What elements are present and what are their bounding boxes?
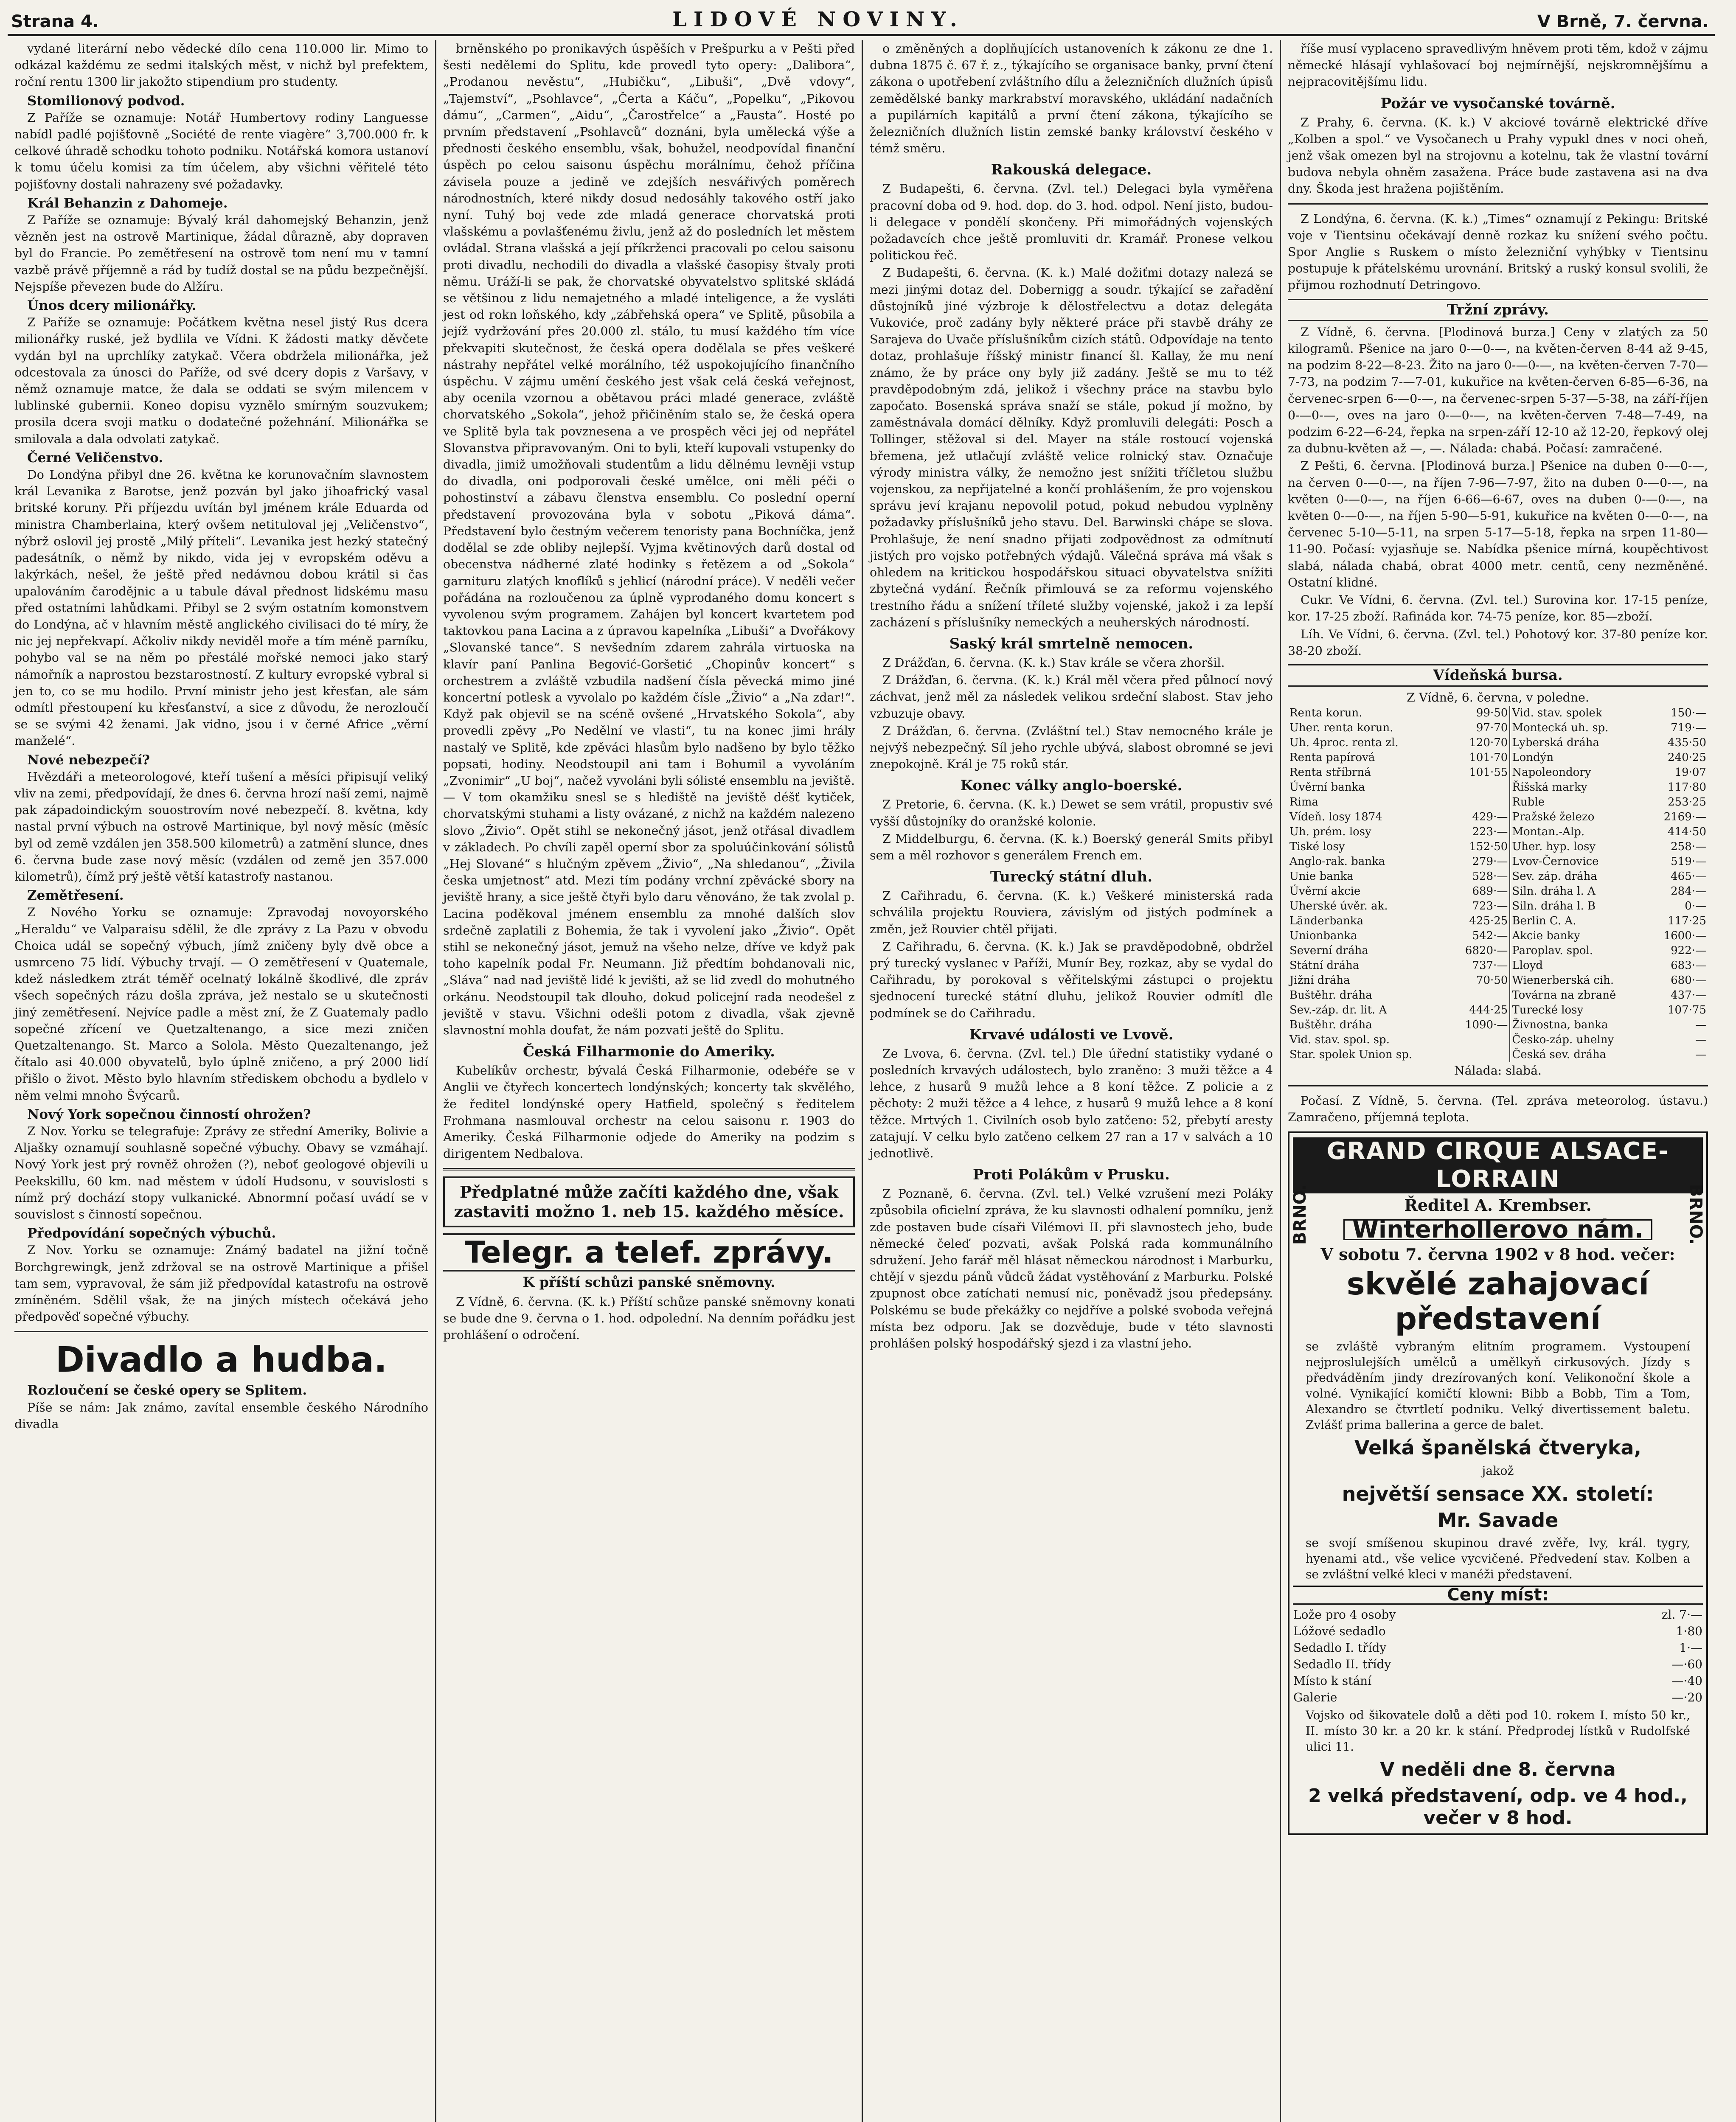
- bourse-security: Siln. dráha l. B: [1512, 900, 1596, 913]
- bourse-security: Siln. dráha l. A: [1512, 885, 1596, 898]
- price-seat: Lóžové sedadlo: [1293, 1624, 1386, 1638]
- bourse-row: [1288, 810, 1708, 825]
- article-text: Z Drážďan, 6. června. (Zvláštní tel.) Stav nemocného krále je nejvýš nebezpečný. Síl jeho rychle ubývá, slabost obromné se jevi znepokojně. Král je 75 roků stár.: [870, 724, 1273, 772]
- bourse-security: Ruble: [1512, 796, 1545, 809]
- circus-ad-text: se zvláště vybraným elitním programem. Vystoupení nejproslulejších umělců a umělkyň cirkusových. Jízdy s předváděním jindy drezírovaných koní. Velikonoční škole a volné. Vynikající komičtí klowni: Bibb a Bobb, Tim a Tom, Alexandro se čtvrtletí podniku. Velký divertissement baletu. Zvlášť prima ballerina a gerce de balet.: [1306, 1339, 1690, 1432]
- bourse-value: 0·—: [1685, 900, 1706, 913]
- bourse-value: [1450, 795, 1510, 810]
- article-heading: Nové nebezpečí?: [27, 752, 150, 768]
- bourse-value: 1090·—: [1450, 1018, 1510, 1033]
- article-heading: Rakouská delegace.: [991, 161, 1152, 179]
- article-heading: Turecký státní dluh.: [990, 868, 1153, 886]
- article-text: Z Paříže se oznamuje: Bývalý král dahomejský Behanzin, jenž vězněn jest na ostrově Martinique, žádal důrazně, aby dopraven byl do Francie. Po zemětřesení na ostrově tom není mu v tamní vazbě právě příjemně a rád by tudíž dostal se na půdu bezpečnější. Nejspíše převezen bude do Alžíru.: [14, 213, 428, 294]
- bourse-security: Uher. renta korun.: [1289, 721, 1393, 735]
- bourse-row: [1288, 884, 1708, 899]
- bourse-row: [1288, 750, 1708, 765]
- price-seat: Sedadlo II. třídy: [1293, 1657, 1391, 1671]
- section-divider: [1288, 1085, 1708, 1086]
- bourse-value: 542·—: [1450, 929, 1510, 943]
- bourse-mood: Nálada: slabá.: [1454, 1064, 1542, 1078]
- bourse-security: Továrna na zbraně: [1512, 989, 1616, 1002]
- price-row: [1293, 1623, 1703, 1639]
- price-row: [1293, 1606, 1703, 1623]
- price-row: [1293, 1689, 1703, 1706]
- article-text: říše musí vyplaceno spravedlivým hněvem proti těm, kdož v zájmu německé hlásají vyhlašovací boj nejmírnější, nejskromnějšímu a nejpracovitějšímu lidu.: [1288, 42, 1708, 89]
- bourse-value: 117·80: [1668, 781, 1706, 794]
- bourse-security: Vid. stav. spol. sp.: [1289, 1033, 1390, 1047]
- bourse-value: 465·—: [1671, 870, 1706, 883]
- bourse-security: Renta papírová: [1289, 751, 1375, 764]
- price-value: 1·—: [1679, 1640, 1702, 1655]
- article-text: Do Londýna přibyl dne 26. května ke korunovačním slavnostem král Levanika z Barotse, jenž pozván byl jako jihoafrický vasal britské koruny. Při příjezdu uvítán byl jménem krále Eduarda od ministra Chamberlaina, který ovšem netituloval jej „Veličenstvo“, nýbrž oslovil jej prostě „Milý příteli“. Levanika jest hezký statečný padesátník, o němž by nikdo, vida jej v evropském oděvu a lakýrkách, nešel, že ještě před nedávnou dobou krátil si čas upalováním čarodějnic a u tabule dával přednost lidskému masu před ostatními lahůdkami. Přibyl se 2 svým ostatním komonstvem do Londýna, ač v hlavním městě anglického civilisaci do té míry, že nic jej nepřekvapí. Ačkoliv nikdy neviděl moře a tím méně parníku, pohybo val se na něm po přestálé mořské nemoci jako starý námořník a naprostou bezstarostností. Z kultury evropské vybral si jen to, co se mu hodilo. První ministr jeho jest křesťan, ale sám odmítl přestoupení ku křesťanství, a sice z důvodu, že nerozloučí se se svými 42 ženami. Jak vidno, jsou i v černé Africe „věrní manželé“.: [14, 468, 428, 748]
- price-value: zl. 7·—: [1661, 1607, 1702, 1622]
- bourse-row: [1288, 929, 1708, 943]
- bourse-value: 689·—: [1450, 884, 1510, 899]
- section-divider: [14, 1331, 428, 1332]
- price-value: 1·80: [1676, 1624, 1702, 1638]
- article-text: Z Prahy, 6. června. (K. k.) V akciové továrně elektrické dříve „Kolben a spol.“ ve Vysočanech u Prahy vypukl dnes v noci oheň, jenž však omezen byl na strojovnu a kotelnu, tak že vlastní tovární budova nebyla ohněm zasažena. Práce bude zastavena asi na dva dny. Škoda jest hražena pojištěním.: [1288, 115, 1708, 196]
- circus-ad-sunday-shows: 2 velká představení, odp. ve 4 hod., večer v 8 hod.: [1308, 1785, 1688, 1829]
- bourse-row: [1288, 899, 1708, 914]
- article-text: Cukr. Ve Vídni, 6. června. (Zvl. tel.) Surovina kor. 17-15 peníze, kor. 17-25 zboží. Rafináda kor. 74-75 peníze, kor. 85—zboží.: [1288, 593, 1708, 624]
- bourse-value: 240·25: [1668, 751, 1706, 764]
- circus-ad-sensation: největší sensace XX. století:: [1342, 1482, 1654, 1505]
- bourse-value: 425·25: [1450, 914, 1510, 929]
- bourse-value: 253·25: [1668, 796, 1706, 809]
- bourse-security: Montan.-Alp.: [1512, 825, 1585, 839]
- article-heading: Česká Filharmonie do Ameriky.: [522, 1043, 775, 1061]
- bourse-value: [1450, 1047, 1510, 1062]
- bourse-security: Tiské losy: [1289, 840, 1345, 853]
- section-heading-bourse: Vídeňská bursa.: [1288, 664, 1708, 687]
- bourse-row: [1288, 765, 1708, 780]
- article-heading: Předpovídání sopečných výbuchů.: [27, 1226, 276, 1241]
- bourse-value: [1450, 988, 1510, 1003]
- bourse-value: —: [1695, 1033, 1706, 1047]
- bourse-value: 258·—: [1671, 840, 1706, 853]
- price-value: —·60: [1671, 1657, 1702, 1671]
- bourse-security: Berlin C. A.: [1512, 915, 1576, 928]
- bourse-security: Pražské železo: [1512, 811, 1595, 824]
- circus-ad-headline: skvělé zahajovací představení: [1346, 1266, 1649, 1336]
- bourse-value: 2169·—: [1663, 811, 1706, 824]
- article-text: Ze Lvova, 6. června. (Zvl. tel.) Dle úřední statistiky vydané o posledních krvavých událostech, bylo zraněno: 3 muži těžce a 4 lehce, z husarů 9 mužů lehce a 8 koní těžce. Z policie a z pěchoty: 2 muži těžce a 4 lehce, z husarů 9 mužů lehce a 8 koní těžce. Mrtvých 1. Civilních osob bylo zatčeno: 52, přebytí aresty zatajují. V celku bylo zatčeno celkem 27 ran a 17 v salvách a 10 jednotlivě.: [870, 1046, 1273, 1160]
- price-value: —·20: [1671, 1690, 1702, 1704]
- bourse-row: [1288, 869, 1708, 884]
- article-heading: Nový York sopečnou činností ohrožen?: [27, 1106, 311, 1122]
- page-number: Strana 4.: [11, 12, 99, 31]
- column-3: [863, 40, 1281, 2122]
- bourse-subtitle: Z Vídně, 6. června, v poledne.: [1407, 690, 1589, 705]
- bourse-security: Turecké losy: [1512, 1004, 1584, 1017]
- bourse-security: Länderbanka: [1289, 915, 1364, 928]
- bourse-value: 120·70: [1450, 735, 1510, 750]
- bourse-row: [1288, 1003, 1708, 1018]
- bourse-table: [1288, 706, 1708, 1062]
- columns: [8, 40, 1715, 2122]
- circus-ad-venue: Winterhollerovo nám.: [1343, 1219, 1652, 1240]
- bourse-security: Živnostna, banka: [1512, 1019, 1608, 1032]
- price-value: —·40: [1671, 1673, 1702, 1688]
- bourse-row: [1288, 735, 1708, 750]
- price-row: [1293, 1639, 1703, 1656]
- article-text: Z Londýna, 6. června. (K. k.) „Times“ oznamují z Pekingu: Britské voje v Tientsinu očekávají denně rozkaz ku snížení svého počtu. Spor Anglie s Ruskem o místo železniční vyhýbky v Tientsinu postupuje k přátelskému urovnání. Britský a ruský konsul svolili, že přijmou rozhodnutí Detringovo.: [1288, 211, 1708, 292]
- article-text: Z Paříže se oznamuje: Notář Humbertovy rodiny Languesse nabídl padlé pojišťovně „Société de rente viagère“ 3,700.000 fr. k celkové úhradě schodku tohoto podniku. Notářská komora ustanoví k tomu účelu komisi za tím účelem, aby všichni věřitelé této pojišťovny dostali nahrazeny své požadavky.: [14, 110, 428, 191]
- article-text: o změněných a doplňujících ustanoveních k zákonu ze dne 1. dubna 1875 č. 67 ř. z., týkajícího se organisace banky, první čtení zákona o upotřebení zvláštního dílu a železničních dlužních úpisů zemědělské banky markrabství moravského, ukládání nadačních a pupilárních kapitálů a první čtení zákona, týkajícího se železničních dlužních listin zemské banky království českého v témž směru.: [870, 42, 1273, 156]
- bourse-value: 719·—: [1671, 721, 1706, 735]
- column-1: [8, 40, 436, 2122]
- circus-ad-performer: Mr. Savade: [1437, 1508, 1559, 1532]
- price-seat: Sedadlo I. třídy: [1293, 1640, 1387, 1655]
- price-row: [1293, 1656, 1703, 1673]
- section-heading-market: Tržní zprávy.: [1288, 299, 1708, 321]
- bourse-value: 284·—: [1671, 885, 1706, 898]
- bourse-value: 70·50: [1450, 973, 1510, 988]
- issue-date: V Brně, 7. června.: [1537, 12, 1709, 31]
- circus-advertisement: [1288, 1131, 1708, 1835]
- bourse-value: —: [1695, 1019, 1706, 1032]
- circus-ad-side-left: BRNO.: [1290, 1184, 1310, 1245]
- article-text: Z Middelburgu, 6. června. (K. k.) Boerský generál Smits přibyl sem a měl rozhovor s generálem French em.: [870, 831, 1273, 862]
- article-heading: Rozloučení se české opery se Splitem.: [27, 1383, 307, 1398]
- bourse-security: Akcie banky: [1512, 929, 1580, 943]
- article-text: brněnského po pronikavých úspěších v Prešpurku a v Pešti před šesti nedělemi do Splitu, kde provedl tyto opery: „Dalibora“, „Prodanou nevěstu“, „Hubičku“, „Libuši“, „Dvě vdovy“, „Tajemství“, „Psohlavce“, „Čerta a Káču“, „Popelku“, „Pikovou dámu“, „Carmen“, „Aidu“, „Čarostřelce“ a „Fausta“. Hosté po prvním představení „Psohlavců“ doznáni, byla umělecká výše a přednosti českého ensemblu, však, bohužel, neodpovídal finanční úspěch po celou saisonu úspěchu morálnímu, čehož příčina závisela pouze a jedině ve zdejších nesvářivých poměrech národnostních, které nikdy dosud nedosáhly takového ostří jako nyní. Tuhý boj vede zde mladá generace chorvatská proti vlašskému a povlašťenému živlu, jenž až do posledních let městem ovládal. Strana vlašská a její příkrženci pracovali po celou saisonu proti divadlu, nechodili do divadla a vlašské časopisy štvaly proti němu. Uráží-li se pak, že chorvatské obyvatelstvo splitské skládá se většinou z lidu nemajetného a mladé inteligence, a že vysláti jest od rokn loňského, kdy „zábřehská opera“ ve Splitě, působila a jejíž vydržování přes 20.000 zl. stálo, tu musí každého tím více překvapiti skutečnost, že česká opera dodělala se přes veškeré nástrahy nepřátel velké morálního, též uspokojujícího finančního úspěchu. V zájmu umění českého jest však celá česká veřejnost, aby ocenila vzornou a obětavou práci mladé generace, zvláště chorvatského „Sokola“, jehož přičiněním stalo se, že česká opera ve Splitě byla tak povznesena a ve prospěch věci jej od nepřátel Slovanstva připravovaným. Oni to byli, kteří kupovali vstupenky do divadla, jimiž umožňovali studentům a lidu dělnému levněji vstup do divadla, oni podporovali české umělce, oni měli péči o pohostinství a zábavu členstva ensemblu. Co poslední operní představení provozována byla v sobotu „Piková dáma“. Představení bylo čestným večerem tenoristy pana Bochníčka, jenž dodělal se zde obliby nejlepší. Vyjma květinových darů dostal od obecenstva nádherné zlaté hodinky s řetězem a od „Sokola“ garnituru zlatých knoflíků s jehlicí (národní práce). V neděli večer pořádána na rozloučenou za úplně vyprodaného domu koncert s vyvolenou svým programem. Zahájen byl koncert kvartetem pod taktovkou pana Lacina a z úpravou kapelníka „Libuši“ a Dvořákovy „Slovanské tance“. S nevšedním zdarem zahrála virtuoska na klavír paní Panlina Begović-Goršetić „Chopinův koncert“ s orchestrem a zvláště vzbudila nadšení čísla pěvecká mimo jiné koncertní potlesk a vyvolalo po každém čísle „Živio“ a „Na zdar!“. Když pak objevil se na scéně ovšené „Hrvatského Sokola“, aby provedli zpěvy „Po Nedělní ve vlasti“, tu na konec jimi hrály nastalý ve Splitě, kde zpěváci hlasům bylo nadšeno by bylo těžko popsati, hodiny. Neodstoupil ani tam i Bohumil a vyvoláním „Zvonimir“ „U boj“, načež vyvoláni byli sólisté ensemblu na jeviště. — V tom okamžiku snesl se s hlediště na jeviště déšť kytiček, chorvatskými stuhami a listy ovázané, z nichž na každém nalezeno slovo „Živio“. Opět stihl se nekonečný jásot, jenž otřásal divadlem v základech. Po chvíli zapěl operní sbor za spoluúčinkování sólistů „Hej Slované“ s hlučným zpěvem „Živio“, „Na shledanou“, „Živila česka umjetnost“ atd. Mezi tím podány vrchní zpěvácké sbory na jeviště hrany, a sice ještě čtyři bylo daru věnováno, že tak zvolal p. Lacina poděkoval jménem ensemblu za mnohé dalších slov srdečně zaplatili z Bohemia, že tak i vyvolení jako „Živio“. Opět stihl se nekonečný jásot, jemuž na všeho nelze, dříve ve když pak toho kapelník podal Fr. Neumann. Již předtím bohdanovali nic, „Sláva“ nad nad jeviště lidé k jevišti, až se lid zvedl do mohutného orkánu. Neodstoupil tak dlouho, dokud policejní rada neodešel z jeviště v stavu. Všichni odešli potom z divadla, však zjevně slavnostní mohla doufat, že nám pozvati ještě do Splitu.: [443, 42, 855, 1037]
- bourse-row: [1288, 780, 1708, 795]
- bourse-security: Paroplav. spol.: [1512, 944, 1593, 957]
- circus-ad-prices-heading: Ceny míst:: [1293, 1586, 1703, 1605]
- bourse-row: [1288, 1018, 1708, 1033]
- bourse-value: 680·—: [1671, 974, 1706, 987]
- article-heading: Král Behanzin z Dahomeje.: [27, 195, 228, 211]
- bourse-row: [1288, 839, 1708, 854]
- article-heading: Konec války anglo-boerské.: [960, 777, 1183, 794]
- bourse-value: 444·25: [1450, 1003, 1510, 1018]
- bourse-security: Napoleondory: [1512, 766, 1591, 779]
- bourse-value: 528·—: [1450, 869, 1510, 884]
- article-text: Z Nov. Yorku se oznamuje: Známý badatel na jižní točně Borchgrewingk, jenž zdržoval se na ostrově Martinique a přišel tam sem, vypravoval, že sám již předpovídal katastrofu na ostrově zmíněném. Sdělil však, že na jiných místech očekává jeho předpověď sopečné výbuchy.: [14, 1243, 428, 1324]
- bourse-security: Anglo-rak. banka: [1289, 855, 1385, 868]
- circus-ad-footnote: Vojsko od šikovatele dolů a děti pod 10. rokem I. místo 50 kr., II. místo 30 kr. a 20 kr. k stání. Předprodej lístků v Rudolfské ulici 11.: [1306, 1708, 1690, 1754]
- bourse-security: Lyberská dráha: [1512, 736, 1599, 749]
- bourse-security: Česko-záp. uhelny: [1512, 1033, 1614, 1047]
- bourse-security: Úvěrní banka: [1289, 781, 1365, 794]
- bourse-security: Česká sev. dráha: [1512, 1048, 1607, 1061]
- bourse-security: Londýn: [1512, 751, 1554, 764]
- bourse-value: 683·—: [1671, 959, 1706, 972]
- bourse-value: 279·—: [1450, 854, 1510, 869]
- circus-ad-side-right: BRNO.: [1686, 1184, 1705, 1245]
- bourse-value: 1600·—: [1663, 929, 1706, 943]
- article-text: Z Nového Yorku se oznamuje: Zpravodaj novoyorského „Heraldu“ ve Valparaisu sdělil, že dle zprávy z La Pazu v obvodu Choica udál se sopečný výbuch, jímž zničeny byly dvě obce a usmrceno 75 lidí. Výbuchy trvají. — O zemětřesení v Quatemale, kdež následkem ztrát téměř ocelnatý lokálně škodlivé, dle zpráv všech sopečných rázu došla zpráva, jež nestalo se u skutečnosti jiný zemětřesení. Nejvíce padle a měst zní, že Z Guatemaly padlo sopečné zřícení ve Quetzaltenango, a sice mezi zničen Quetzaltenango. St. Marco a Solola. Město Quezaltenango, jež čítalo asi 40.000 obyvatelů, bylo úplně zničeno, a prý 2000 lidí přišlo o život. Město bylo hlavním střediskem obchodu a bydlelo v něm velmi mnoho Švýcarů.: [14, 905, 428, 1103]
- bourse-security: Renta stříbrná: [1289, 766, 1371, 779]
- bourse-security: Uh. prém. losy: [1289, 825, 1371, 839]
- article-text: Z Pešti, 6. června. [Plodinová burza.] Pšenice na duben 0-—0-—, na červen 0-—0-—, na říjen 7-96—7-97, žito na duben 0-—0-—, na květen 0-—0-—, na říjen 6-66—6-67, oves na duben 0-—0-—, na květen 0-—0-—, na říjen 5-90—5-91, kukuřice na květen 0-—0-—, na červenec 5-10—5-11, na srpen 5-17—5-18, řepka na srpen 11-80—11-90. Počasí: vyjasňuje se. Nabídka pšenice mírná, koupěchtivost slabá, nálada chabá, obrat 4000 metr. centů, ceny nezměněné. Ostatní klidné.: [1288, 459, 1708, 589]
- bourse-security: Lvov-Černovice: [1512, 855, 1599, 868]
- bourse-security: Sev. záp. dráha: [1512, 870, 1597, 883]
- bourse-row: [1288, 854, 1708, 869]
- bourse-value: 429·—: [1450, 810, 1510, 825]
- bourse-security: Vídeň. losy 1874: [1289, 811, 1382, 824]
- masthead-title: LIDOVÉ NOVINY.: [672, 8, 964, 31]
- bourse-value: 435·50: [1668, 736, 1706, 749]
- circus-ad-sunday: V neděli dne 8. června: [1380, 1758, 1616, 1780]
- article-text: Z Nov. Yorku se telegrafuje: Zprávy ze střední Ameriky, Bolivie a Aljašky oznamují souhlasně sopečné výbuchy. Obavy se vzmáhají. Nový York jest prý rovněž ohrožen (?), neboť geologové objevili u Peekskillu, 60 km. nad městem v údolí Hudsonu, v souvislosti s nímž prý dochází stopy vulkanické. Abnormní počasí uvádí se v souvislost s činností sopečnou.: [14, 1124, 428, 1222]
- article-heading: Proti Polákům v Prusku.: [972, 1166, 1170, 1184]
- section-divider: [1288, 203, 1708, 205]
- bourse-value: 107·75: [1668, 1004, 1706, 1017]
- bourse-value: 99·50: [1450, 706, 1510, 721]
- bourse-value: 97·70: [1450, 721, 1510, 735]
- bourse-value: 117·25: [1668, 915, 1706, 928]
- circus-ad-director: Ředitel A. Krembser.: [1404, 1195, 1592, 1215]
- bourse-security: Uherské úvěr. ak.: [1289, 900, 1388, 913]
- bourse-security: Star. spolek Union sp.: [1289, 1048, 1413, 1061]
- bourse-row: [1288, 958, 1708, 973]
- article-text: Z Budapešti, 6. června. (Zvl. tel.) Delegaci byla vyměřena pracovní doba od 9. hod. dop. do 3. hod. odpol. Není jisto, budou-li delegace v pondělí skončeny. Při mimořádných vojenských požadavcích chce ještě promluviti dr. Kramář. Pronese velkou politickou řeč.: [870, 182, 1273, 263]
- bourse-value: 150·—: [1671, 707, 1706, 720]
- bourse-value: 101·55: [1450, 765, 1510, 780]
- column-2: [436, 40, 863, 2122]
- bourse-value: 737·—: [1450, 958, 1510, 973]
- bourse-row: [1288, 706, 1708, 721]
- bourse-row: [1288, 943, 1708, 958]
- bourse-security: Rima: [1289, 796, 1319, 809]
- bourse-security: Severní dráha: [1289, 944, 1368, 957]
- article-heading: Stomilionový podvod.: [27, 93, 185, 109]
- bourse-security: Vid. stav. spolek: [1512, 707, 1602, 720]
- section-heading-telegrams: Telegr. a telef. zprávy.: [443, 1233, 855, 1272]
- bourse-security: Montecká uh. sp.: [1512, 721, 1609, 735]
- bourse-row: [1288, 795, 1708, 810]
- circus-ad-title: GRAND CIRQUE ALSACE-LORRAIN: [1293, 1137, 1703, 1193]
- bourse-value: 101·70: [1450, 750, 1510, 765]
- section-heading-theatre: Divadlo a hudba.: [55, 1340, 388, 1381]
- bourse-row: [1288, 914, 1708, 929]
- article-text: Z Drážďan, 6. června. (K. k.) Stav krále se včera zhoršil.: [882, 655, 1225, 670]
- bourse-security: Úvěrní akcie: [1289, 885, 1361, 898]
- bourse-value: 223·—: [1450, 825, 1510, 839]
- bourse-row: [1288, 973, 1708, 988]
- bourse-value: 414·50: [1668, 825, 1706, 839]
- bourse-value: 6820·—: [1450, 943, 1510, 958]
- price-seat: Lože pro 4 osoby: [1293, 1607, 1396, 1622]
- bourse-value: 723·—: [1450, 899, 1510, 914]
- article-text: Z Budapešti, 6. června. (K. k.) Malé dožiťmi dotazy nalezá se mezi jinými dotaz del. Dobernigg a soudr. týkající se zařadění důstojníků jiné výzbroje k dělostřelectvu a dotaz delegáta Vukoviće, proč zadány byly některé práce při stavbě dráhy ze Sarajeva do Uvače příslušníkům cizích států. Odpovídaje na tento dotaz, prohlašuje říšský ministr financí šl. Kallay, že mu není známo, že by práce ony byly již zadány. Ještě se mu to též pravděpodobným zdá, jelikož i všechny práce na stavbu bylo započato. Bosenská správa snaží se stále, pokud jí možno, by zaměstnávala domácí dělníky. Když promluvili delegáti: Posch a Tollinger, stěžoval si del. Mayer na stále rostoucí vojenská břemena, jež utlačují zvláště velice rolnický stav. Označuje výrody ministra války, že nemožno jest snížiti tříčletou službu vojenskou, za nepřijatelné a končí prohlášením, že pro vojenskou správu jeví krajanu nepovolil potud, pokud nebudou vyplněny požadavky příslušníků jeho stavu. Del. Barwinski chápe se slova. Prohlašuje, že není snadno přijati zodpovědnost za odmítnutí jistých pro vojsko potřebných výdajů. Válečná správa má však s ohledem na kritickou hospodářskou situaci obyvatelstva snížiti zbytečná vydání. Řečník přimlouvá se za reformu vojenského trestního řádu a snížení tříleté služby vojenské, jakož i za lepší zacházení s příslušníky nemeckých a neuherských národností.: [870, 266, 1273, 629]
- price-seat: Místo k stání: [1293, 1673, 1372, 1688]
- bourse-value: 922·—: [1671, 944, 1706, 957]
- article-text: Píše se nám: Jak známo, zavítal ensemble českého Národního divadla: [14, 1400, 428, 1431]
- article-text: Líh. Ve Vídni, 6. června. (Zvl. tel.) Pohotový kor. 37-80 peníze kor. 38-20 zboží.: [1288, 627, 1708, 658]
- bourse-value: 519·—: [1671, 855, 1706, 868]
- article-text: Z Vídně, 6. června. [Plodinová burza.] Ceny v zlatých za 50 kilogramů. Pšenice na jaro 0-—0-—, na květen-červen 8-44 až 9-45, na podzim 8-22—8-23. Žito na jaro 0-—0-—, na květen-červen 7-70—7-73, na podzim 7-—7-01, kukuřice na květen-červen 6-85—6-36, na červenec-srpen 6-—0-—, na červenec-srpen 5-37—5-38, na září-říjen 0-—0-—, oves na jaro 0-—0-—, na květen-červen 7-48—7-49, na podzim 6-22—6-24, řepka na srpen-září 12-10 až 12-20, řepkový olej za dubnu-květen až —, —. Nálada: chabá. Počasí: zamračené.: [1288, 325, 1708, 456]
- section-divider: [443, 1168, 855, 1170]
- bourse-security: Státní dráha: [1289, 959, 1360, 972]
- bourse-row: [1288, 1033, 1708, 1047]
- article-heading: Černé Veličenstvo.: [27, 450, 163, 466]
- column-4: [1281, 40, 1715, 2122]
- bourse-security: Buštěhr. dráha: [1289, 989, 1372, 1002]
- article-text: Z Poznaně, 6. června. (Zvl. tel.) Velké vzrušení mezi Poláky způsobila oficielní zpráva, že ku slavnosti odhalení pomníku, jenž zde postaven bude císaři Vilémovi II. při slavnostech jeho, bude německé čeleď pozvati, avšak Polská rada kommunálního sdružení. Jeho farář měl hlásat německou národnost i Marburku, chtějí v sjezdu pánů vůdců žádat vystěhování z Marburku. Polské zpupnost obce zatíchati nemusí nic, poněvadž jsou předepsány. Polskému se bude překážky co nejdříve a polské svoboda veřejná místa bez odporu. Jak se dozvěduje, bude v této slavnosti prohlášen polský hospodářský sjezd i za vlastní jeho.: [870, 1187, 1273, 1351]
- subscription-notice-text: Předplatné může začíti každého dne, však zastaviti možno 1. neb 15. každého měsíce.: [454, 1182, 844, 1221]
- bourse-security: Wienerberská cih.: [1512, 974, 1614, 987]
- circus-ad-performer-text: se svojí smíšenou skupinou dravé zvěře, lvy, král. tygry, hyenami atd., vše velice vycvičené. Předvedení stav. Kolben a se zvláštní velké kleci v manéži představení.: [1306, 1535, 1690, 1581]
- article-heading: Únos dcery milionářky.: [27, 298, 197, 314]
- bourse-security: Říšská marky: [1512, 781, 1587, 794]
- bourse-row: [1288, 825, 1708, 839]
- article-text: Z Vídně, 6. června. (K. k.) Příští schůze panské sněmovny konati se bude dne 9. června o 1. hod. odpolední. Na denním pořádku jest prohlášení o odročení.: [443, 1294, 855, 1342]
- subscription-notice: [443, 1176, 855, 1227]
- bourse-value: —: [1695, 1048, 1706, 1061]
- bourse-security: Lloyd: [1512, 959, 1543, 972]
- article-text: Z Cařihradu, 6. června. (K. k.) Veškeré ministerská rada schválila projektu Rouviera, závislým od jistých podmínek a změn, jež Rouvier chtěl přijati.: [870, 889, 1273, 936]
- price-seat: Galerie: [1293, 1690, 1337, 1704]
- bourse-security: Renta korun.: [1289, 707, 1362, 720]
- bourse-row: [1288, 1047, 1708, 1062]
- bourse-value: 152·50: [1450, 839, 1510, 854]
- weather-report: Počasí. Z Vídně, 5. června. (Tel. zpráva meteorolog. ústavu.) Zamračeno, příjemná teplota.: [1288, 1093, 1708, 1124]
- article-heading: Saský král smrtelně nemocen.: [949, 635, 1194, 652]
- bourse-value: [1450, 780, 1510, 795]
- article-text: Z Pretorie, 6. června. (K. k.) Dewet se sem vrátil, propustiv své vyšší důstojníky do oranžské kolonie.: [870, 797, 1273, 828]
- bourse-security: Buštěhr. dráha: [1289, 1019, 1372, 1032]
- article-heading: Krvavé události ve Lvově.: [969, 1026, 1174, 1043]
- article-text: Hvězdáři a meteorologové, kteří tušení a měsíci připisují veliký vliv na zemi, předpovídají, že dnes 6. června hrozí naší zemi, najmě pak západoindickým souostrovím nové nebezpečí. 8. května, kdy nastal první výbuch na ostrově Martinique, byl nový měsíc (měsíc byl od země vzdálen jen 358.500 kilometrů) a zatmění slunce, dnes 6. června bude zase nový měsíc (vzdálen od země jen 357.000 kilometrů), čímž prý ještě větší katastrofy nastanou.: [14, 769, 428, 884]
- bourse-row: [1288, 721, 1708, 735]
- bourse-security: Uher. hyp. losy: [1512, 840, 1596, 853]
- bourse-security: Sev.-záp. dr. lit. A: [1289, 1004, 1387, 1017]
- bourse-security: Unie banka: [1289, 870, 1354, 883]
- circus-ad-feature: Velká španělská čtveryka,: [1354, 1436, 1641, 1459]
- circus-ad-feature-joiner: jakož: [1482, 1463, 1514, 1478]
- article-heading: K příští schůzi panské sněmovny.: [522, 1274, 775, 1291]
- bourse-security: Jižní dráha: [1289, 974, 1350, 987]
- article-heading: Zemětřesení.: [27, 888, 124, 904]
- bourse-security: Uh. 4proc. renta zl.: [1289, 736, 1399, 749]
- article-text: Z Paříže se oznamuje: Počátkem května nesel jistý Rus dcera milionářky ruské, jež bydlila ve Vídni. K žádosti matky děvčete vydán byl na uprchlíky zatykač. Včera obdržela milionářka, jež odcestovala za únosci do Paříže, od své dcery dopis z Varšavy, v němž oznamuje matce, že dala se oddati se svým milencem v lublinské gubernii. Koneo dopisu vyznělo smírným souzvukem; prosila dcera svoji matku o dodatečné požehnání. Milionářka se smilovala a dala odvolati zatykač.: [14, 315, 428, 446]
- circus-ad-price-table: [1293, 1606, 1703, 1706]
- bourse-row: [1288, 988, 1708, 1003]
- article-text: Kubelíkův orchestr, bývalá Česká Filharmonie, odebéře se v Anglii ve čtyřech koncertech londýnských; koncerty tak skvělého, že ředitel londýnské opery Hatfield, společný s ředitelem Frohmana nasmlouval orchestr na celou saisonu r. 1903 do Ameriky. Česká Filharmonie odjede do Ameriky na podzim s dirigentem Nedbalova.: [443, 1064, 855, 1161]
- article-text: vydané literární nebo vědecké dílo cena 110.000 lir. Mimo to odkázal každému ze sedmi italských měst, v nichž byl prefektem, roční rentu 1300 lir jakožto stipendium pro studenty.: [14, 42, 428, 89]
- bourse-value: 19·07: [1674, 766, 1706, 779]
- circus-ad-date: V sobotu 7. června 1902 v 8 hod. večer:: [1320, 1245, 1675, 1264]
- bourse-security: Unionbanka: [1289, 929, 1357, 943]
- bourse-value: 437·—: [1671, 989, 1706, 1002]
- bourse-value: [1450, 1033, 1510, 1047]
- price-row: [1293, 1673, 1703, 1689]
- page-header: [8, 8, 1715, 36]
- article-heading: Požár ve vysočanské továrně.: [1380, 95, 1615, 112]
- article-text: Z Cařihradu, 6. června. (K. k.) Jak se pravděpodobně, obdržel prý turecký vyslanec v Paříži, Munír Bey, rozkaz, aby se vydal do Cařihradu, by porokoval s věřitelskými zástupci o projektu sjednocení turecké státní dluhu, jelikož Rouvier odmítl dle podmínek se do Cařihradu.: [870, 939, 1273, 1020]
- article-text: Z Drážďan, 6. června. (K. k.) Král měl včera před půlnocí nový záchvat, jenž měl za následek velikou srdeční slabost. Stav jeho vzbuzuje obavy.: [870, 673, 1273, 721]
